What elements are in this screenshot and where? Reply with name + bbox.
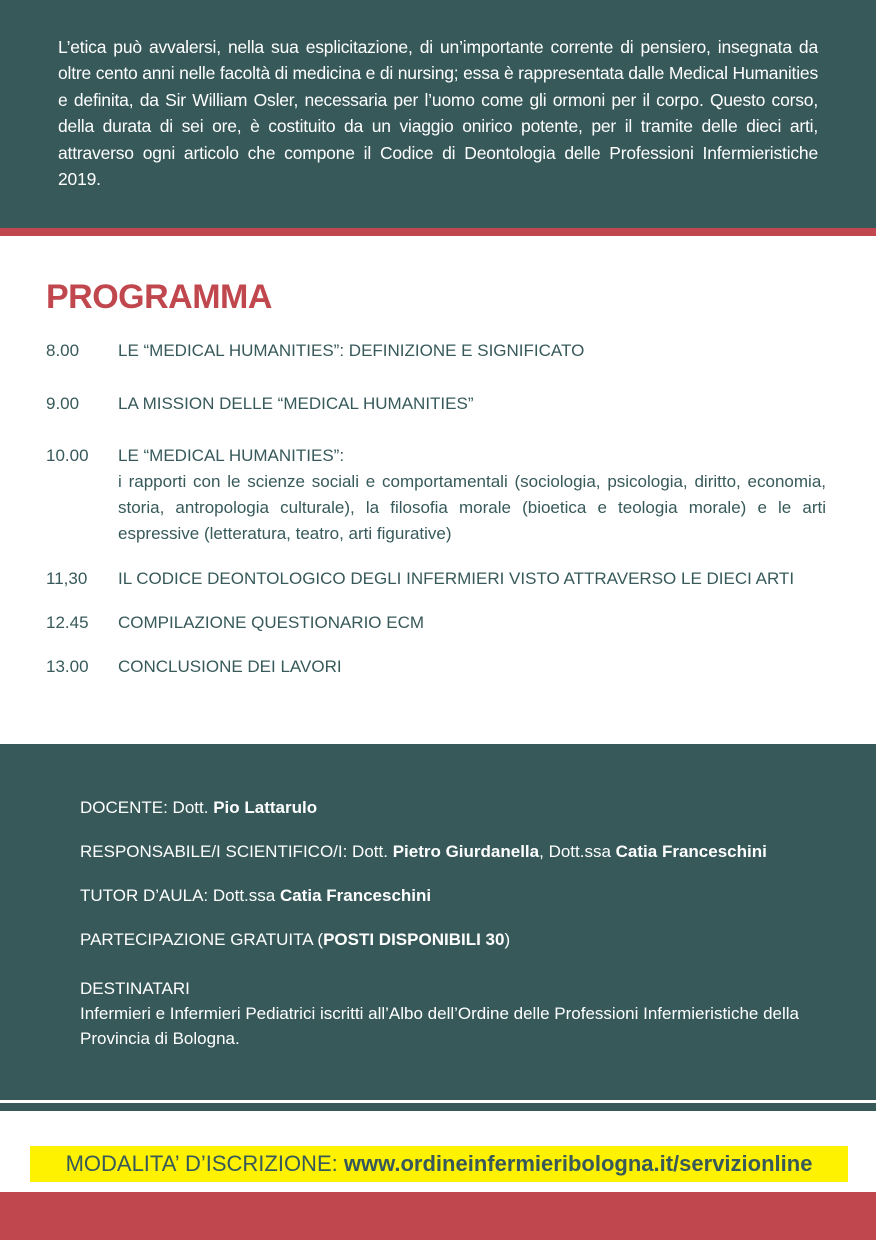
program-detail: i rapporti con le scienze sociali e comportamentali (sociologia, psicologia, diritto, economia, storia, antropologia culturale), la filosofia morale (bioetica e teologia morale) e le arti espressive (letteratura, teatro, arti figurative): [118, 472, 826, 543]
program-text: COMPILAZIONE QUESTIONARIO ECM: [118, 613, 425, 632]
program-text: LE “MEDICAL HUMANITIES”: DEFINIZIONE E SIGNIFICATO: [118, 341, 585, 360]
program-text: IL CODICE DEONTOLOGICO DEGLI INFERMIERI VISTO ATTRAVERSO LE DIECI ARTI: [118, 569, 795, 588]
program-text: LA MISSION DELLE “MEDICAL HUMANITIES”: [118, 394, 474, 413]
destinatari-title: DESTINATARI: [80, 979, 190, 998]
docente-line: [80, 795, 810, 820]
program-time: 8.00: [46, 341, 80, 360]
program-time: 13.00: [46, 657, 89, 676]
docente-name: Pio Lattarulo: [213, 798, 318, 817]
program-item: [46, 391, 826, 417]
responsabile-label: RESPONSABILE/I SCIENTIFICO/I: Dott.: [80, 842, 393, 861]
program-text: CONCLUSIONE DEI LAVORI: [118, 657, 342, 676]
intro-text: L’etica può avvalersi, nella sua esplicitazione, di un’importante corrente di pensiero, insegnata da oltre cento anni nelle facoltà di medicina e di nursing; essa è rappresentata dalle Medical Humanities e definita, da Sir William Osler, necessaria per l’uomo come gli ormoni per il corpo. Questo corso, della durata di sei ore, è costituito da un viaggio onirico potente, per il tramite delle dieci arti, attraverso ogni articolo che compone il Codice di Deontologia delle Professioni Infermieristiche 2019.: [58, 37, 818, 190]
posti-disponibili: POSTI DISPONIBILI 30: [323, 930, 505, 949]
info-section: [0, 744, 876, 1100]
responsabile-separator: , Dott.ssa: [539, 842, 616, 861]
intro-section: [0, 0, 876, 228]
registration-bar: [30, 1146, 848, 1182]
program-item: [46, 610, 826, 636]
registration-link[interactable]: www.ordineinfermieribologna.it/servizionline: [343, 1151, 813, 1176]
program-time: 10.00: [46, 446, 89, 465]
program-item: [46, 338, 826, 364]
teal-divider: [0, 1103, 876, 1111]
registration-label: MODALITA’ D’ISCRIZIONE:: [65, 1151, 344, 1176]
tutor-line: [80, 883, 810, 908]
red-divider: [0, 228, 876, 236]
programma-title: PROGRAMMA: [46, 278, 272, 316]
program-text: LE “MEDICAL HUMANITIES”:: [118, 446, 345, 465]
responsabile-name-2: Catia Franceschini: [615, 842, 767, 861]
program-item: [46, 443, 826, 547]
partecipazione-line: [80, 927, 810, 952]
destinatari-text: Infermieri e Infermieri Pediatrici iscritti all’Albo dell’Ordine delle Professioni Infermieristiche della Provincia di Bologna.: [80, 1004, 799, 1048]
program-item: [46, 654, 826, 680]
responsabile-name-1: Pietro Giurdanella: [392, 842, 540, 861]
red-footer-band: [0, 1192, 876, 1240]
program-time: 11,30: [46, 569, 88, 588]
docente-label: DOCENTE: Dott.: [80, 798, 214, 817]
responsabile-line: [80, 839, 810, 864]
program-item: [46, 566, 826, 592]
partecipazione-end: ): [504, 930, 511, 949]
destinatari-block: [80, 976, 810, 1051]
program-time: 12.45: [46, 613, 89, 632]
tutor-label: TUTOR D’AULA: Dott.ssa: [80, 886, 280, 905]
tutor-name: Catia Franceschini: [279, 886, 432, 905]
partecipazione-label: PARTECIPAZIONE GRATUITA (: [80, 930, 324, 949]
program-time: 9.00: [46, 394, 80, 413]
